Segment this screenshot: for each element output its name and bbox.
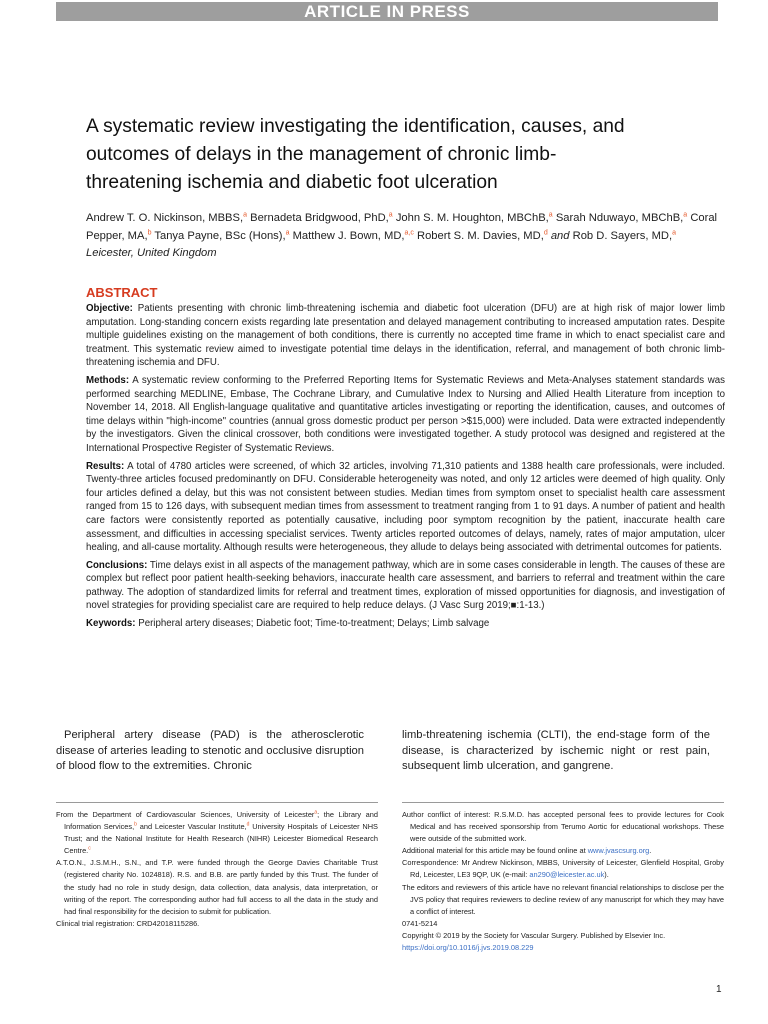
affiliation-marker: a xyxy=(314,809,318,816)
affiliation-marker: a,c xyxy=(404,228,414,236)
article-in-press-banner: ARTICLE IN PRESS xyxy=(56,2,718,21)
correspondence-note: Correspondence: Mr Andrew Nickinson, MBBS, University of Leicester, Glenfield Hospital, Groby Rd, Leicester, LE3 9QP, UK (e-mail: an290@leicester.ac.uk). xyxy=(402,858,724,880)
correspondence-email-link[interactable]: an290@leicester.ac.uk xyxy=(529,870,605,880)
copyright-note: Copyright © 2019 by the Society for Vascular Surgery. Published by Elsevier Inc. xyxy=(402,930,666,940)
footnotes-right xyxy=(402,809,724,954)
article-title: A systematic review investigating the identification, causes, and outcomes of delays in the management of chronic limb-threatening ischemia and diabetic foot ulceration xyxy=(86,115,625,193)
affiliation-marker: b xyxy=(147,228,152,236)
affiliation-text: From the Department of Cardiovascular Sciences, University of Leicester xyxy=(56,810,315,819)
affiliation-marker: a xyxy=(683,211,688,219)
author-name: Rob D. Sayers, MD, xyxy=(572,229,673,242)
author-name: Tanya Payne, BSc (Hons), xyxy=(154,229,286,242)
abstract-keywords: Keywords: Peripheral artery diseases; Diabetic foot; Time-to-treatment; Delays; Limb salvage xyxy=(86,618,490,630)
footnote-divider-left xyxy=(56,802,378,803)
additional-material-note: Additional material for this article may be found online at www.jvascsurg.org. xyxy=(402,846,652,856)
affiliation-marker: d xyxy=(246,821,250,828)
page-number: 1 xyxy=(716,984,722,995)
abstract-conclusions: Conclusions: Time delays exist in all aspects of the management pathway, which are in some cases considerable in length. The causes of these are complex but reflect poor patient health-seeking behaviors, inaccurate health care assessment, and barriers to referral and treatment within the care pathway. The adoption of standardized limits for referral and treatment times, exploration of missed opportunities for diagnosis, and investigation of novel strategies for providing specialist care are required to help reduce delays. (J Vasc Surg 2019;■:1-13.) xyxy=(86,559,725,612)
abstract-heading: ABSTRACT xyxy=(86,285,158,300)
affiliation-marker: b xyxy=(134,821,137,828)
author-name: Coral Pepper, MA, xyxy=(86,212,718,242)
editors-note: The editors and reviewers of this article have no relevant financial relationships to disclose per the JVS policy that requires reviewers to decline review of any manuscript for which they may have a conflict of interest. xyxy=(402,882,724,916)
doi-note xyxy=(402,942,724,954)
abstract-results: Results: A total of 4780 articles were screened, of which 32 articles, involving 71,310 patients and 1388 health care professionals, were included. Twenty-three articles focused predominantly on DFU. Considerable heterogeneity was noted, and only 12 articles were deemed of high quality. Only four articles defined a delay, but this was not consistent between studies. Median times from symptom onset to specialist health care assessment ranged from 15 to 126 days, with subsequent median times from assessment to treatment ranging from 1 to 91 days. A number of patient and health care factors were consistently reported as potentially causative, including poor symptom recognition by the patient, inaccurate health care assessment, and difficulties in accessing specialist services. Twenty articles reported outcomes of delays, namely, rates of major amputation, ulcer healing, and all-cause mortality. Although results were heterogeneous, they allude to delays being associated with detrimental outcomes for patients. xyxy=(86,460,725,554)
abstract-methods: Methods: A systematic review conforming to the Preferred Reporting Items for Systematic Reviews and Meta-Analyses statement standards was performed searching MEDLINE, Embase, The Cochrane Library, and Cumulative Index to Nursing and Allied Health Literature from inception to November 14, 2018. All English-language qualitative and quantitative articles investigating or reporting the identification, causes, and outcomes of time delays within "high-income" countries (annual gross domestic product per person >$15,000) were included. Data were extracted independently by the investigators. Given the clinical crossover, both conditions were investigated together. A study protocol was designed and registered at the International Prospective Register of Systematic Reviews. xyxy=(86,374,725,454)
affiliation-marker: d xyxy=(543,228,548,236)
footnote-divider-right xyxy=(402,802,724,803)
affiliation-text: ; the Library and Information Services, xyxy=(64,810,378,832)
affiliation-marker: a xyxy=(285,228,290,236)
affiliation-marker: a xyxy=(672,228,676,236)
author-conjunction: and xyxy=(550,229,570,242)
affiliation-marker: c xyxy=(88,845,91,852)
funding-note: A.T.O.N., J.S.M.H., S.N., and T.P. were funded through the George Davies Charitable Trust (registered charity No. 1024818). R.S. and B.B. are partly funded by this Trust. The funder of the study had no role in study design, data collection, data analysis, data interpretation, or writing of the report. The corresponding author had full access to all the data in the study and had final responsibility for the decision to submit for publication. xyxy=(56,858,378,916)
affiliation-marker: a xyxy=(243,211,247,219)
issn: 0741-5214 xyxy=(402,918,438,928)
affiliation-marker: a xyxy=(388,211,393,219)
author-name: Bernadeta Bridgwood, PhD, xyxy=(250,212,389,224)
author-name: Matthew J. Bown, MD, xyxy=(292,229,405,242)
body-text-right-column: limb-threatening ischemia (CLTI), the end-stage form of the disease, is characterized by ischemic night or rest pain, subsequent limb ulceration, and gangrene. xyxy=(402,729,710,772)
footnotes-left xyxy=(56,809,378,930)
journal-website-link[interactable]: www.jvascsurg.org xyxy=(587,846,650,856)
trial-registration-note: Clinical trial registration: CRD42018115286. xyxy=(56,918,200,928)
author-name: Robert S. M. Davies, MD, xyxy=(416,229,544,242)
author-name: Sarah Nduwayo, MBChB, xyxy=(555,212,684,224)
affiliation-note xyxy=(56,809,378,857)
conflict-of-interest-note: Author conflict of interest: R.S.M.D. has accepted personal fees to provide lectures for Cook Medical and has received sponsorship from Terumo Aortic for educational workshops. These were outside of the submitted work. xyxy=(402,810,724,844)
affiliation-text: University Hospitals of Leicester NHS Trust; and the National Institute for Health Research (NIHR) Leicester Biomedical Research Centre. xyxy=(64,822,378,856)
doi-link[interactable]: https://doi.org/10.1016/j.jvs.2019.08.229 xyxy=(402,943,534,953)
author-name: John S. M. Houghton, MBChB, xyxy=(395,212,549,224)
abstract-objective: Objective: Patients presenting with chronic limb-threatening ischemia and diabetic foot ulceration (DFU) are at high risk of major lower limb amputation. Long-standing concern exists regarding late presentation and delayed management contributing to increased amputation rates. Despite multiple guidelines existing on the management of both conditions, there is currently no accepted time frame in which to enact specialist care and treatment. This systematic review aimed to investigate potential time delays in the identification, referral, and management of both chronic limb-threatening ischemia and DFU. xyxy=(86,303,725,369)
author-name: Andrew T. O. Nickinson, MBBS, xyxy=(86,212,244,224)
body-text-left-column: Peripheral artery disease (PAD) is the atherosclerotic disease of arteries leading to stenotic and occlusive disruption of blood flow to the extremities. Chronic xyxy=(56,729,364,772)
affiliation-text: and Leicester Vascular Institute, xyxy=(136,822,247,832)
author-list xyxy=(86,210,726,263)
author-location: Leicester, United Kingdom xyxy=(86,247,217,259)
abstract-body xyxy=(86,302,725,635)
affiliation-marker: a xyxy=(548,211,553,219)
